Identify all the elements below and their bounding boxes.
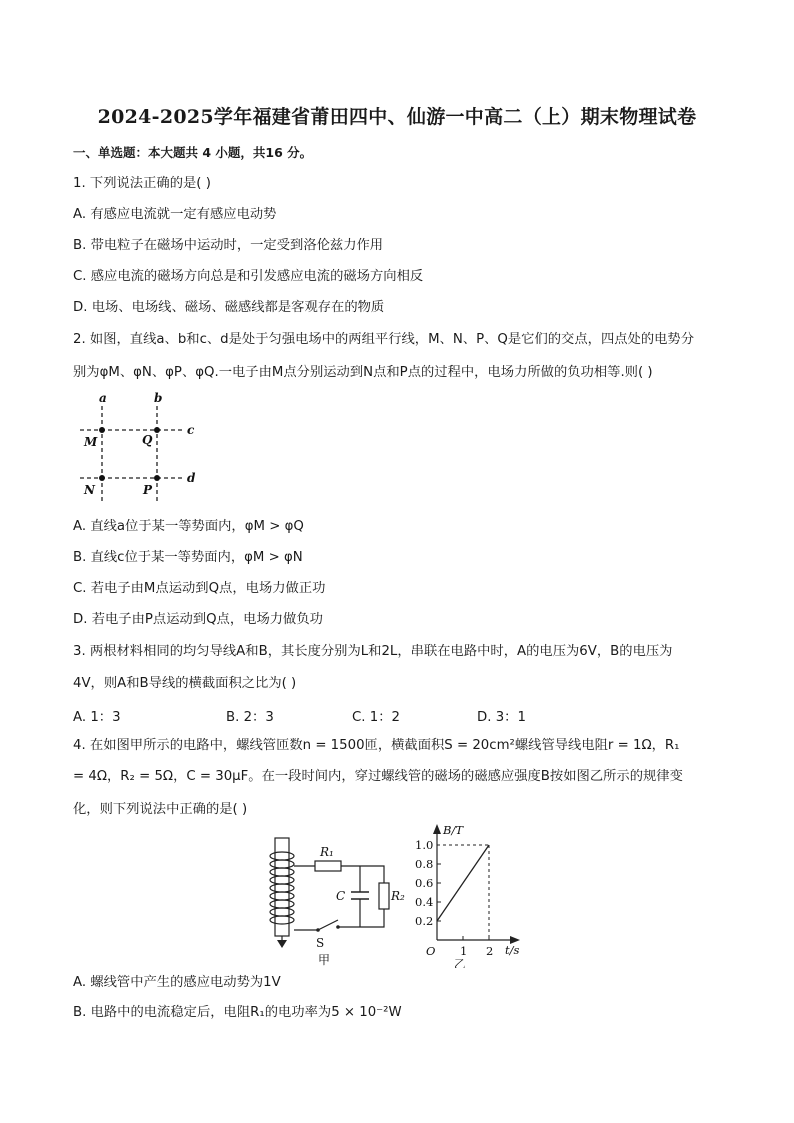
origin-label: O — [426, 944, 436, 958]
point-n — [99, 475, 105, 481]
arrow-down-icon — [277, 940, 287, 948]
q4-circuit-figure — [260, 830, 410, 970]
label-a: a — [99, 391, 107, 405]
q3-stem-line1: 3. 两根材料相同的均匀导线A和B，其长度分别为L和2L，串联在电路中时，A的电压为6V，B的电压为 — [73, 644, 673, 659]
q2-option-d: D. 若电子由P点运动到Q点，电场力做负功 — [73, 612, 323, 627]
label-n: N — [84, 483, 95, 497]
resistor-r2-icon — [379, 883, 389, 909]
y-axis-label: B/T — [443, 823, 463, 837]
section-heading: 一、单选题：本大题共 4 小题，共16 分。 — [73, 145, 313, 160]
q3-option-c: C. 1：2 — [352, 710, 400, 725]
q3-option-a: A. 1：3 — [73, 710, 121, 725]
x-tick: 1 — [460, 944, 468, 958]
q2-figure — [70, 390, 210, 510]
label-b: b — [154, 391, 163, 405]
q1-stem: 1. 下列说法正确的是( ) — [73, 176, 211, 191]
y-axis-arrow-icon — [433, 824, 441, 834]
caption-jia: 甲 — [318, 953, 331, 967]
q3-stem-line2: 4V，则A和B导线的横截面积之比为( ) — [73, 676, 297, 691]
point-q — [154, 427, 160, 433]
point-m — [99, 427, 105, 433]
q1-option-b: B. 带电粒子在磁场中运动时，一定受到洛伦兹力作用 — [73, 238, 384, 253]
q2-option-a: A. 直线a位于某一等势面内，φM > φQ — [73, 519, 304, 534]
q4-stem-line1: 4. 在如图甲所示的电路中，螺线管匝数n = 1500匝，横截面积S = 20cm²螺线管导线电阻r = 1Ω，R₁ — [73, 738, 680, 753]
y-tick: 0.6 — [415, 876, 434, 890]
exam-title: 2024-2025学年福建省莆田四中、仙游一中高二（上）期末物理试卷 — [97, 106, 697, 128]
label-c: c — [187, 423, 195, 437]
q2-option-c: C. 若电子由M点运动到Q点，电场力做正功 — [73, 581, 326, 596]
label-c: C — [336, 889, 346, 903]
label-r2: R₂ — [391, 889, 405, 903]
q1-option-c: C. 感应电流的磁场方向总是和引发感应电流的磁场方向相反 — [73, 269, 424, 284]
label-p: P — [143, 483, 153, 497]
q2-option-b: B. 直线c位于某一等势面内，φM > φN — [73, 550, 303, 565]
q4-stem-line3: 化，则下列说法中正确的是( ) — [73, 802, 248, 817]
q4-option-a: A. 螺线管中产生的感应电动势为1V — [73, 975, 281, 990]
q2-stem-line2: 别为φM、φN、φP、φQ.一电子由M点分别运动到N点和P点的过程中，电场力所做的负功相等.则( ) — [73, 365, 653, 380]
q3-options — [0, 706, 794, 724]
point-p — [154, 475, 160, 481]
y-tick: 0.4 — [415, 895, 434, 909]
y-tick: 0.2 — [415, 914, 434, 928]
caption-yi: 乙 — [454, 957, 466, 968]
q3-option-b: B. 2：3 — [226, 710, 274, 725]
y-tick: 1.0 — [415, 838, 434, 852]
x-tick: 2 — [486, 944, 494, 958]
label-s: S — [316, 936, 325, 950]
q1-option-a: A. 有感应电流就一定有感应电动势 — [73, 207, 277, 222]
q4-bt-graph — [410, 818, 540, 968]
label-r1: R₁ — [320, 845, 334, 859]
b-t-line — [437, 845, 489, 921]
capacitor-icon — [351, 892, 369, 899]
label-q: Q — [142, 433, 153, 447]
x-axis-label: t/s — [505, 943, 520, 957]
q1-option-d: D. 电场、电场线、磁场、磁感线都是客观存在的物质 — [73, 300, 385, 315]
label-d: d — [187, 471, 196, 485]
resistor-r1-icon — [315, 861, 341, 871]
y-tick: 0.8 — [415, 857, 434, 871]
q3-option-d: D. 3：1 — [477, 710, 526, 725]
q4-stem-line2: = 4Ω，R₂ = 5Ω，C = 30μF。在一段时间内，穿过螺线管的磁场的磁感应强度B按如图乙所示的规律变 — [73, 769, 683, 784]
q2-stem-line1: 2. 如图，直线a、b和c、d是处于匀强电场中的两组平行线，M、N、P、Q是它们的交点，四点处的电势分 — [73, 332, 695, 347]
q4-option-b: B. 电路中的电流稳定后，电阻R₁的电功率为5 × 10⁻²W — [73, 1005, 402, 1020]
label-m: M — [84, 435, 98, 449]
